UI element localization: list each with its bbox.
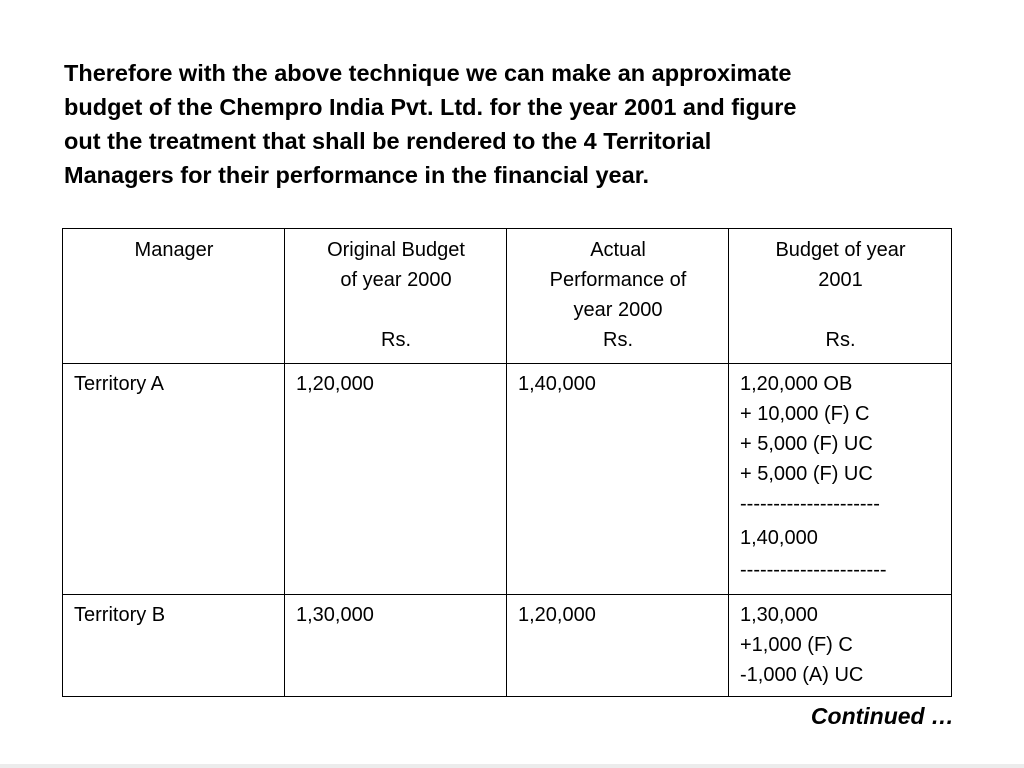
table-header-row	[63, 229, 952, 364]
budget-line: -1,000 (A) UC	[740, 664, 864, 686]
header-manager	[63, 229, 285, 364]
header-currency: Rs.	[825, 329, 856, 351]
table-row	[63, 595, 952, 697]
budget-separator: ----------------------	[740, 559, 887, 581]
intro-line: Managers for their performance in the financial year.	[64, 162, 650, 188]
budget-line: + 5,000 (F) UC	[740, 463, 873, 485]
intro-line: budget of the Chempro India Pvt. Ltd. for the year 2001 and figure	[64, 94, 797, 120]
intro-line: out the treatment that shall be rendered to the 4 Territorial	[64, 128, 712, 154]
budget-line: + 5,000 (F) UC	[740, 433, 873, 455]
header-text: year 2000	[573, 299, 663, 321]
budget-line: + 10,000 (F) C	[740, 403, 870, 425]
budget-line: +1,000 (F) C	[740, 634, 853, 656]
cell-original-budget: 1,20,000	[285, 364, 507, 595]
cell-manager: Territory B	[63, 595, 285, 697]
header-budget-2001	[729, 229, 952, 364]
header-text: Performance of	[549, 269, 687, 291]
budget-line: 1,30,000	[740, 604, 818, 626]
budget-total: 1,40,000	[740, 527, 818, 549]
header-text: Budget of year	[775, 239, 906, 261]
continued-label: Continued …	[810, 703, 954, 729]
header-text: of year 2000	[340, 269, 452, 291]
cell-actual-performance: 1,40,000	[507, 364, 729, 595]
budget-separator: ---------------------	[740, 493, 880, 515]
bottom-divider	[0, 764, 1024, 768]
budget-line: 1,20,000 OB	[740, 373, 853, 395]
header-original-budget	[285, 229, 507, 364]
cell-budget-2001	[729, 595, 952, 697]
table-row	[63, 364, 952, 595]
header-text: Original Budget	[327, 239, 465, 261]
header-text: Actual	[590, 239, 646, 261]
cell-actual-performance: 1,20,000	[507, 595, 729, 697]
intro-line: Therefore with the above technique we can make an approximate	[64, 60, 792, 86]
header-currency: Rs.	[603, 329, 633, 351]
header-text: 2001	[818, 269, 863, 291]
budget-table	[62, 228, 952, 697]
cell-budget-2001	[729, 364, 952, 595]
cell-manager: Territory A	[63, 364, 285, 595]
header-manager-label: Manager	[134, 239, 214, 261]
cell-original-budget: 1,30,000	[285, 595, 507, 697]
header-actual-performance	[507, 229, 729, 364]
header-currency: Rs.	[381, 329, 411, 351]
intro-paragraph	[64, 56, 964, 192]
